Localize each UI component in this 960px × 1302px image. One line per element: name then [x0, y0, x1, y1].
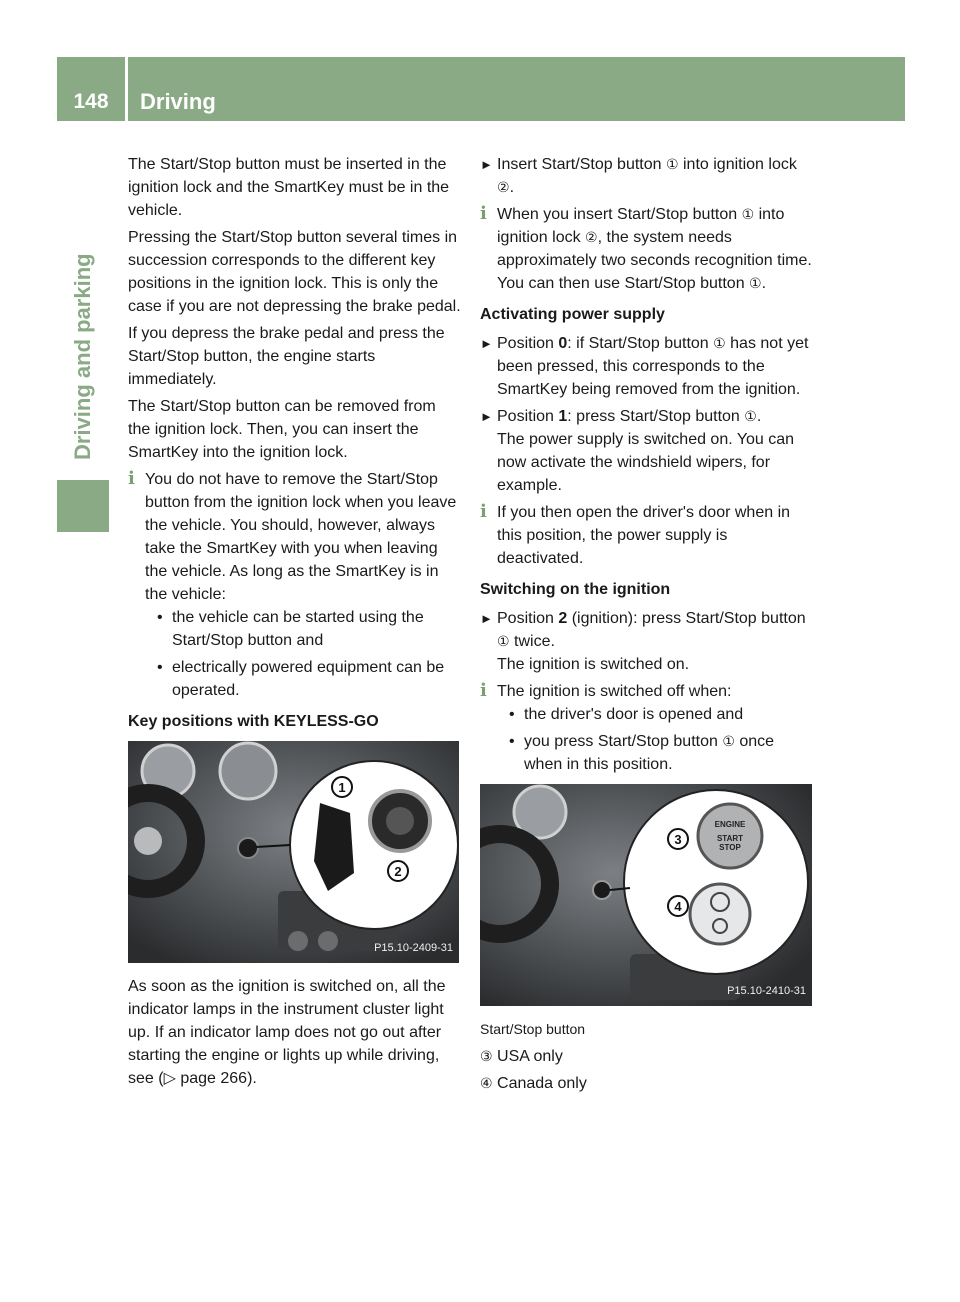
stop-label: STOP: [719, 843, 741, 852]
bullet-icon: •: [509, 733, 515, 750]
bullet-icon: •: [157, 609, 163, 626]
note-text: You do not have to remove the Start/Stop button from the ignition lock when you leave the vehicle. You should, however, always take the SmartKey with you when leaving the vehicle. As long as the SmartKey is in the vehicle:: [145, 471, 457, 603]
header-divider: [125, 57, 128, 121]
left-column: [128, 153, 461, 1094]
side-tab: [57, 130, 109, 530]
legend-item: ④ Canada only: [480, 1075, 587, 1092]
bullet-list: [145, 606, 461, 702]
info-note: i When you insert Start/Stop button ① into ignition lock ②, the system needs approximately two seconds recognition time. You can then use Start/Stop button ①.: [480, 203, 812, 292]
arrow-icon: ►: [480, 157, 493, 172]
info-icon: i: [480, 680, 487, 701]
info-icon: i: [480, 203, 487, 224]
start-stop-illustration: [480, 784, 812, 1006]
result-text: The ignition is switched on.: [497, 656, 690, 673]
paragraph: Pressing the Start/Stop button several times in succession corresponds to the different key positions in the ignition lock. This is only the case if you are not depressing the brake pedal.: [128, 229, 461, 315]
instruction: ► Position 1: press Start/Stop button ①. The power supply is switched on. You can now activate the windshield wipers, for example.: [480, 405, 816, 497]
figure-code: P15.10-2409-31: [374, 942, 453, 954]
list-item: • electrically powered equipment can be operated.: [145, 656, 461, 702]
svg-text:4: 4: [674, 899, 682, 914]
arrow-icon: ►: [480, 409, 493, 424]
svg-text:1: 1: [338, 780, 346, 795]
subheading: Activating power supply: [480, 306, 665, 323]
figure-caption: Start/Stop button: [480, 1021, 586, 1037]
side-tab-block: [57, 480, 109, 532]
section-title: Driving: [140, 89, 216, 114]
right-column: [480, 153, 816, 1099]
page-ref-arrow-icon: ▷: [163, 1070, 176, 1087]
bullet-list: [497, 703, 816, 776]
legend-item: ③ USA only: [480, 1048, 563, 1065]
info-note: [128, 468, 461, 702]
start-label: START: [716, 834, 744, 843]
bullet-icon: •: [157, 659, 163, 676]
list-item: • the driver's door is opened and: [497, 703, 816, 726]
info-note: i If you then open the driver's door when in this position, the power supply is deactivated.: [480, 501, 791, 567]
ignition-lock-illustration: [128, 741, 459, 963]
info-icon: i: [128, 468, 135, 489]
arrow-icon: ►: [480, 336, 493, 351]
engine-label: ENGINE: [714, 820, 746, 829]
subheading: Switching on the ignition: [480, 581, 671, 598]
side-tab-label: Driving and parking: [70, 253, 95, 460]
instruction: ► Position 0: if Start/Stop button ① has not yet been pressed, this corresponds to the SmartKey being removed from the ignition.: [480, 332, 816, 401]
ignition-lock-figure: [128, 741, 459, 963]
result-text: The power supply is switched on. You can now activate the windshield wipers, for example.: [497, 431, 795, 494]
paragraph: If you depress the brake pedal and press the Start/Stop button, the engine starts immediately.: [128, 325, 445, 388]
page-number: 148: [73, 90, 109, 113]
start-stop-button-figure: [480, 784, 812, 1006]
subheading: Key positions with KEYLESS-GO: [128, 713, 379, 730]
list-item: • the vehicle can be started using the Start/Stop button and: [145, 606, 461, 652]
info-note: i The ignition is switched off when: • the driver's door is opened and • you press Start/Stop button ① once when in this position.: [480, 680, 816, 776]
svg-text:3: 3: [674, 832, 682, 847]
paragraph: The Start/Stop button can be removed from the ignition lock. Then, you can insert the SmartKey into the ignition lock.: [128, 398, 436, 461]
bullet-icon: •: [509, 706, 515, 723]
instruction: ► Position 2 (ignition): press Start/Stop button ① twice. The ignition is switched on.: [480, 607, 816, 676]
paragraph: As soon as the ignition is switched on, all the indicator lamps in the instrument cluster light up. If an indicator lamp does not go out after starting the engine or lights up while driving, see (▷ page 266).: [128, 978, 446, 1087]
paragraph: The Start/Stop button must be inserted in the ignition lock and the SmartKey must be in the vehicle.: [128, 156, 450, 219]
list-item: • you press Start/Stop button ① once when in this position.: [497, 730, 816, 776]
svg-text:2: 2: [394, 864, 402, 879]
info-icon: i: [480, 501, 487, 522]
instruction: ► Insert Start/Stop button ① into ignition lock ②.: [480, 153, 816, 199]
figure-code: P15.10-2410-31: [727, 985, 806, 997]
arrow-icon: ►: [480, 611, 493, 626]
